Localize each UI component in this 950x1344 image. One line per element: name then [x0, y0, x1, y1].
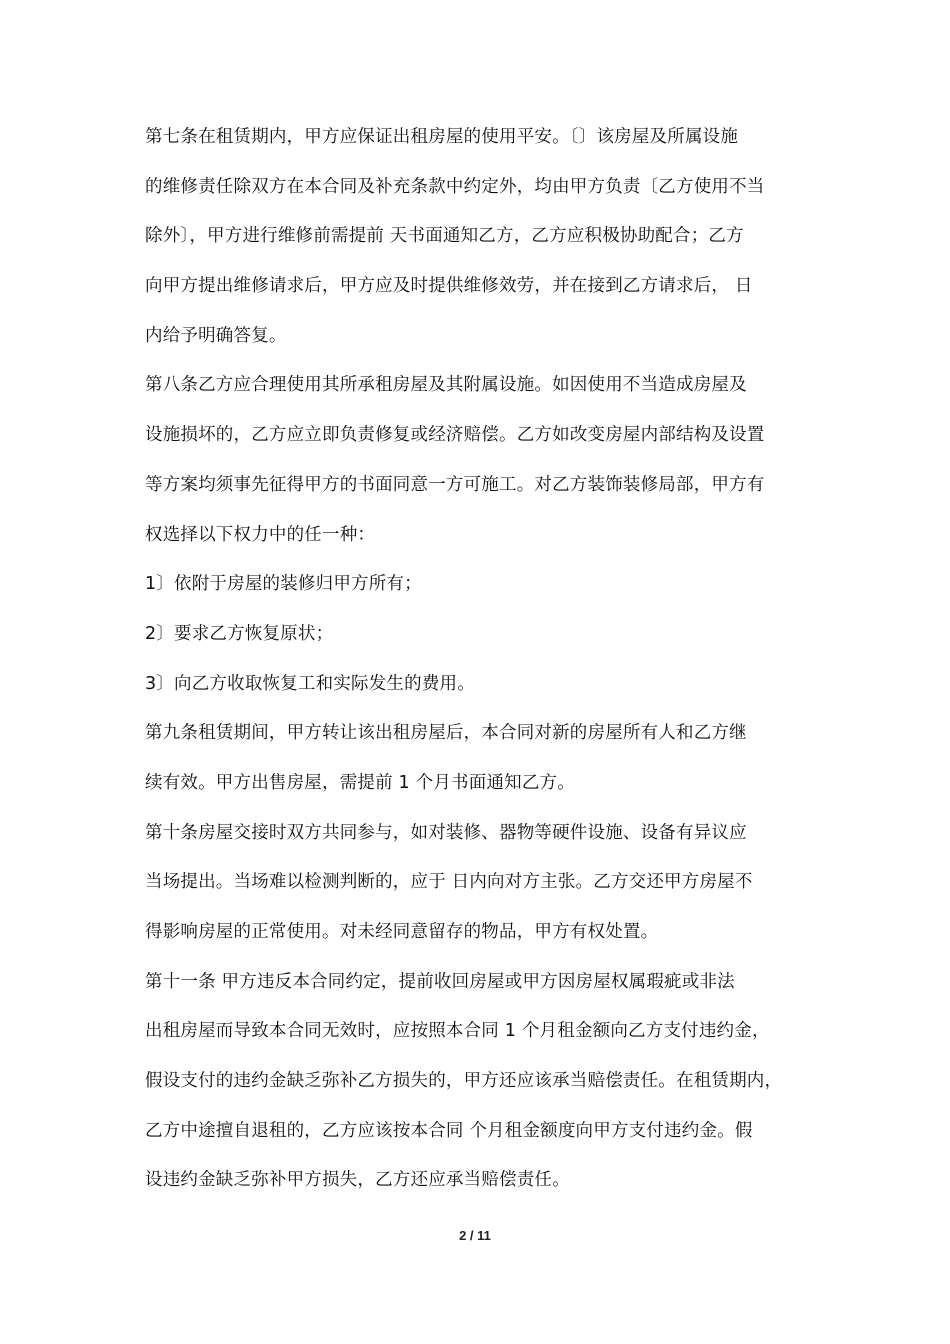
text-line: 的维修责任除双方在本合同及补充条款中约定外，均由甲方负责〔乙方使用不当	[145, 176, 765, 197]
text-line: 当场提出。当场难以检测判断的，应于 日内向对方主张。乙方交还甲方房屋不	[145, 872, 753, 893]
text-line: 第九条租赁期间，甲方转让该出租房屋后，本合同对新的房屋所有人和乙方继	[145, 723, 747, 744]
text-line: 假设支付的违约金缺乏弥补乙方损失的，甲方还应该承当赔偿责任。在租赁期内，	[145, 1071, 783, 1092]
document-body	[145, 113, 809, 1206]
text-line: 向甲方提出维修请求后，甲方应及时提供维修效劳，并在接到乙方请求后， 日	[145, 276, 753, 297]
text-line: 权选择以下权力中的任一种：	[145, 524, 376, 545]
total-page-count: 11	[477, 1228, 491, 1243]
current-page-number: 2	[459, 1228, 467, 1243]
text-line: 续有效。甲方出售房屋，需提前 1 个月书面通知乙方。	[145, 772, 575, 793]
text-line: 得影响房屋的正常使用。对未经同意留存的物品，甲方有权处置。	[145, 922, 659, 942]
text-line: 3〕向乙方收取恢复工和实际发生的费用。	[145, 673, 475, 694]
text-line: 内给予明确答复。	[145, 325, 287, 346]
text-line: 第十一条 甲方违反本合同约定，提前收回房屋或甲方因房屋权属瑕疵或非法	[145, 971, 735, 992]
text-line: 设违约金缺乏弥补甲方损失，乙方还应承当赔偿责任。	[145, 1170, 570, 1191]
text-line: 出租房屋而导致本合同无效时，应按照本合同 1 个月租金额向乙方支付违约金，	[145, 1021, 770, 1042]
text-line: 等方案均须事先征得甲方的书面同意一方可施工。对乙方装饰装修局部，甲方有	[145, 474, 765, 495]
text-line: 第十条房屋交接时双方共同参与，如对装修、器物等硬件设施、设备有异议应	[145, 822, 747, 843]
text-line: 第八条乙方应合理使用其所承租房屋及其附属设施。如因使用不当造成房屋及	[145, 375, 747, 396]
text-line: 设施损坏的，乙方应立即负责修复或经济赔偿。乙方如改变房屋内部结构及设置	[145, 425, 765, 446]
text-line: 第七条在租赁期内，甲方应保证出租房屋的使用平安。〔〕该房屋及所属设施	[145, 127, 739, 147]
page-number	[0, 1228, 950, 1243]
text-line: 除外〕，甲方进行维修前需提前 天书面通知乙方，乙方应积极协助配合；乙方	[145, 226, 744, 247]
text-line: 2〕要求乙方恢复原状；	[145, 623, 334, 644]
text-line: 乙方中途擅自退租的，乙方应该按本合同 个月租金额度向甲方支付违约金。假	[145, 1120, 753, 1141]
text-line: 1〕依附于房屋的装修归甲方所有；	[145, 574, 422, 595]
page-separator: /	[469, 1228, 474, 1243]
